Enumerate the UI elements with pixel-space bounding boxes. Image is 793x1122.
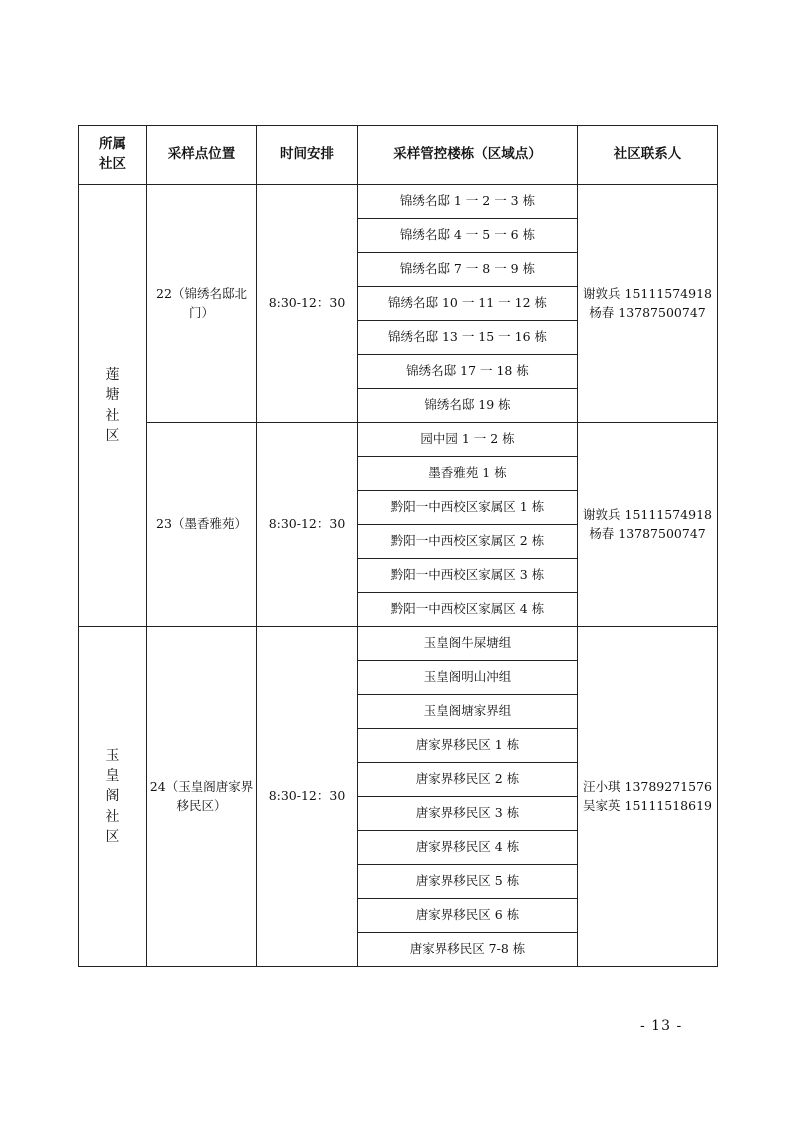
sampling-schedule-table: [78, 125, 718, 967]
header-time: 时间安排: [257, 126, 358, 185]
community-char: 皇: [105, 768, 120, 785]
table-row: [79, 185, 718, 219]
building-cell: 墨香雅苑 1 栋: [358, 457, 578, 491]
community-char: 莲: [105, 366, 120, 383]
building-cell: 锦绣名邸 7 一 8 一 9 栋: [358, 253, 578, 287]
community-char: 玉: [105, 747, 120, 764]
header-community: 所属社区: [79, 126, 147, 185]
building-cell: 唐家界移民区 1 栋: [358, 729, 578, 763]
contact-cell: [578, 185, 718, 423]
building-cell: 唐家界移民区 2 栋: [358, 763, 578, 797]
building-cell: 黔阳一中西校区家属区 3 栋: [358, 559, 578, 593]
time-cell: 8:30-12：30: [257, 185, 358, 423]
contact-line: 谢敦兵 15111574918: [583, 507, 712, 523]
building-cell: 锦绣名邸 13 一 15 一 16 栋: [358, 321, 578, 355]
header-buildings: 采样管控楼栋（区域点）: [358, 126, 578, 185]
community-cell: [79, 185, 147, 627]
community-char: 塘: [105, 387, 120, 404]
building-cell: 唐家界移民区 7-8 栋: [358, 933, 578, 967]
building-cell: 唐家界移民区 5 栋: [358, 865, 578, 899]
community-char: 社: [105, 407, 120, 424]
building-cell: 黔阳一中西校区家属区 1 栋: [358, 491, 578, 525]
building-cell: 锦绣名邸 17 一 18 栋: [358, 355, 578, 389]
contact-line: 杨春 13787500747: [589, 304, 706, 320]
time-cell: 8:30-12：30: [257, 627, 358, 967]
building-cell: 玉皇阁明山冲组: [358, 661, 578, 695]
page-number: - 13 -: [640, 1018, 683, 1034]
header-row: [79, 126, 718, 185]
contact-cell: [578, 627, 718, 967]
community-char: 阁: [105, 788, 120, 805]
building-cell: 黔阳一中西校区家属区 4 栋: [358, 593, 578, 627]
contact-line: 汪小琪 13789271576: [583, 779, 712, 795]
building-cell: 锦绣名邸 4 一 5 一 6 栋: [358, 219, 578, 253]
building-cell: 黔阳一中西校区家属区 2 栋: [358, 525, 578, 559]
contact-cell: [578, 423, 718, 627]
building-cell: 唐家界移民区 6 栋: [358, 899, 578, 933]
community-char: 区: [105, 828, 120, 845]
building-cell: 锦绣名邸 1 一 2 一 3 栋: [358, 185, 578, 219]
building-cell: 玉皇阁牛屎塘组: [358, 627, 578, 661]
table-row: [79, 627, 718, 661]
contact-line: 吴家英 15111518619: [583, 797, 712, 813]
time-cell: 8:30-12：30: [257, 423, 358, 627]
site-cell: 24（玉皇阁唐家界移民区）: [147, 627, 257, 967]
header-site: 采样点位置: [147, 126, 257, 185]
building-cell: 唐家界移民区 3 栋: [358, 797, 578, 831]
building-cell: 园中园 1 一 2 栋: [358, 423, 578, 457]
site-cell: 22（锦绣名邸北门）: [147, 185, 257, 423]
site-cell: 23（墨香雅苑）: [147, 423, 257, 627]
building-cell: 唐家界移民区 4 栋: [358, 831, 578, 865]
contact-line: 谢敦兵 15111574918: [583, 286, 712, 302]
community-char: 区: [105, 427, 120, 444]
contact-line: 杨春 13787500747: [589, 525, 706, 541]
community-cell: [79, 627, 147, 967]
building-cell: 锦绣名邸 19 栋: [358, 389, 578, 423]
header-contact: 社区联系人: [578, 126, 718, 185]
building-cell: 玉皇阁塘家界组: [358, 695, 578, 729]
building-cell: 锦绣名邸 10 一 11 一 12 栋: [358, 287, 578, 321]
table-row: [79, 423, 718, 457]
community-char: 社: [105, 808, 120, 825]
